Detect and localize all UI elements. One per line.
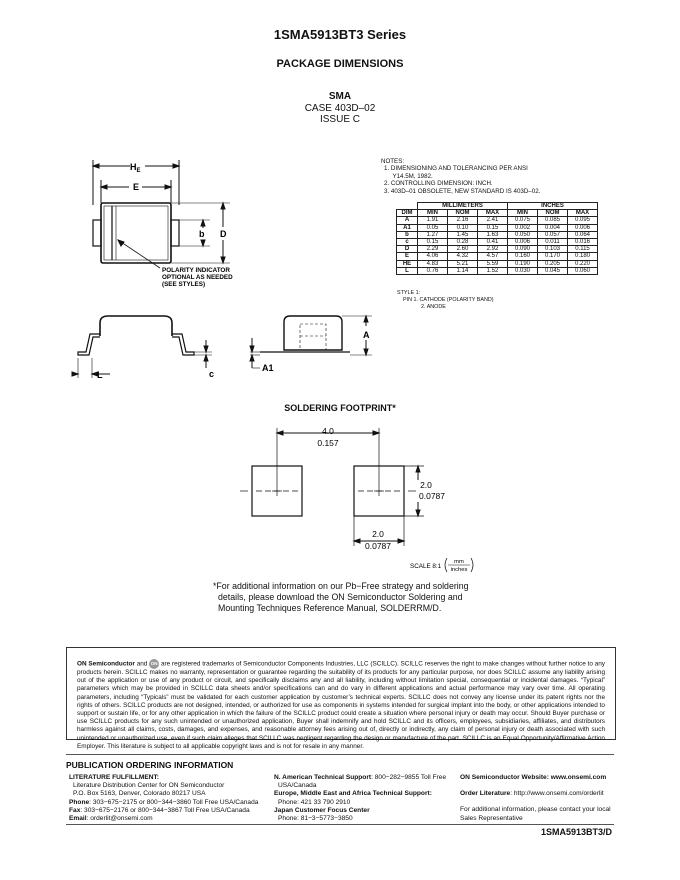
table-cell: 0.057 [538, 231, 568, 238]
order-label: Order Literature [460, 790, 511, 798]
footer-divider [66, 824, 614, 825]
table-header: MIN [418, 210, 448, 217]
dimension-table-body [397, 217, 598, 275]
table-dim-cell: b [397, 231, 418, 238]
table-group-mm: MILLIMETERS [418, 203, 508, 210]
table-dim-cell: A1 [397, 224, 418, 231]
dim-he-label: $H_E$ [130, 162, 141, 174]
table-cell: 0.004 [538, 224, 568, 231]
table-cell: 0.28 [448, 239, 478, 246]
na-label: N. American Technical Support [274, 774, 372, 781]
table-row [397, 239, 598, 246]
on-logo-icon: ON [149, 659, 159, 669]
footnote-line-3: Mounting Techniques Reference Manual, SOLDERRM/D. [218, 603, 442, 613]
table-cell: 0.180 [568, 253, 598, 260]
table-cell: 0.075 [508, 217, 538, 224]
na-value2: USA/Canada [278, 782, 317, 790]
package-case: CASE 403D–02 [304, 103, 376, 114]
style-pin2: 2. ANODE [421, 304, 446, 310]
table-cell: 4.32 [448, 253, 478, 260]
table-cell: 0.190 [508, 260, 538, 267]
table-cell: 0.060 [568, 267, 598, 274]
section-title: PACKAGE DIMENSIONS [276, 58, 404, 70]
table-dim-cell: L [397, 267, 418, 274]
table-header: MAX [568, 210, 598, 217]
footprint-title: SOLDERING FOOTPRINT* [284, 403, 396, 413]
dim-e-label: E [133, 182, 140, 192]
info-line1: For additional information, please contact your local [460, 806, 611, 814]
table-cell: 0.41 [478, 239, 508, 246]
table-dim-cell: A [397, 217, 418, 224]
table-cell: 0.05 [418, 224, 448, 231]
footprint-scale: SCALE 8:1 [410, 563, 442, 570]
notes [381, 158, 540, 195]
table-cell: 0.090 [508, 246, 538, 253]
table-group-in: INCHES [508, 203, 598, 210]
legal-body: are registered trademarks of Semiconductor Components Industries, LLC (SCILLC). SCILLC reserves the right to make changes without further notice to any products herein. SCILLC makes no warranty, representation or guarantee regarding the suitability of its products for any particular purpose, nor does SCILLC assume any liability arising out of the application or use of any product or circuit, and specifically disclaims any and all liability, including without limitation special, consequential or incidental damages. “Typical” parameters which may be provided in SCILLC data sheets and/or specifications can and do vary in different applications and actual performance may vary over time. All operating parameters, including “Typicals” must be validated for each customer application by customer’s technical experts. SCILLC does not convey any license under its patent rights nor the rights of others. SCILLC products are not designed, intended, or authorized for use as components in systems intended for surgical implant into the body, or other applications intended to support or sustain life, or for any other application in which the failure of the SCILLC product could create a situation where personal injury or death may occur. Should Buyer purchase or use SCILLC products for any such unintended or unauthorized application, Buyer shall indemnify and hold SCILLC and its officers, employees, subsidiaries, affiliates, and distributors harmless against all claims, costs, damages, and expenses, and reasonable attorney fees arising out of, directly or indirectly, any claim of personal injury or death associated with such unintended or unauthorized use, even if such claim alleges that SCILLC was negligent regarding the design or manufacture of the part. SCILLC is an Equal Opportunity/Affirmative Action Employer. This literature is subject to all applicable copyright laws and is not for resale in any manner. [77, 660, 605, 750]
ordering-title: PUBLICATION ORDERING INFORMATION [66, 760, 234, 770]
table-header: NOM [448, 210, 478, 217]
web-label: ON Semiconductor Website [460, 774, 547, 781]
table-header: MIN [508, 210, 538, 217]
package-issue: ISSUE C [319, 114, 360, 125]
unit-mm: mm [454, 559, 464, 565]
footprint-dim-right-in: 0.0787 [419, 491, 445, 501]
dimension-table [396, 202, 598, 275]
lit-line1: Literature Distribution Center for ON Semiconductor [73, 782, 225, 790]
style-block [397, 290, 494, 311]
side-view-drawing [72, 316, 215, 379]
unit-inches: inches [450, 567, 468, 573]
table-cell: 0.030 [508, 267, 538, 274]
page-title: 1SMA5913BT3 Series [273, 27, 407, 42]
package-name: SMA [328, 91, 352, 102]
table-cell: 0.160 [508, 253, 538, 260]
table-cell: 0.10 [448, 224, 478, 231]
jp-phone: Phone: 81−3−5773−3850 [278, 815, 353, 823]
lit-line2: P.O. Box 5163, Denver, Colorado 80217 USA [73, 790, 206, 798]
table-cell: 1.45 [448, 231, 478, 238]
table-cell: 0.103 [538, 246, 568, 253]
note-line: 2. CONTROLLING DIMENSION: INCH. [384, 180, 493, 188]
note-line: 3. 403D–01 OBSOLETE, NEW STANDARD IS 403D–02. [384, 187, 541, 195]
lit-fax: : 303−675−2176 or 800−344−3867 Toll Free USA/Canada [80, 806, 250, 814]
table-cell: 0.006 [508, 239, 538, 246]
table-cell: 5.21 [448, 260, 478, 267]
lit-phone: : 303−675−2175 or 800−344−3860 Toll Free USA/Canada [89, 798, 259, 806]
table-cell: 0.064 [568, 231, 598, 238]
table-dim-cell: E [397, 253, 418, 260]
ordering-divider [66, 754, 614, 755]
table-cell: 0.76 [418, 267, 448, 274]
table-cell: 0.016 [568, 239, 598, 246]
unit-bracket-right [471, 558, 473, 572]
legal-text [77, 659, 605, 751]
na-value: : 800−282−9855 Toll Free [371, 774, 447, 781]
ordering-col-support [274, 774, 454, 823]
lit-fax-label: Fax [69, 806, 81, 814]
table-dim-cell: c [397, 239, 418, 246]
table-row [397, 224, 598, 231]
table-cell: 1.14 [448, 267, 478, 274]
table-cell: 5.59 [478, 260, 508, 267]
table-cell: 0.045 [538, 267, 568, 274]
ordering-col-web [460, 774, 620, 823]
table-row [397, 260, 598, 267]
table-cell: 0.205 [538, 260, 568, 267]
table-dim-cell: D [397, 246, 418, 253]
table-dim-cell: HE [397, 260, 418, 267]
footnote-line-1: *For additional information on our Pb−Free strategy and soldering [213, 581, 469, 591]
lit-email-label: Email [69, 815, 87, 823]
table-cell: 1.91 [418, 217, 448, 224]
table-cell: 0.170 [538, 253, 568, 260]
table-cell: 0.011 [538, 239, 568, 246]
footprint-dim-bottom-mm: 2.0 [372, 529, 384, 539]
table-cell: 0.15 [418, 239, 448, 246]
table-cell: 0.002 [508, 224, 538, 231]
table-cell: 0.085 [538, 217, 568, 224]
table-cell: 4.57 [478, 253, 508, 260]
jp-label: Japan Customer Focus Center [274, 806, 370, 814]
footprint-dim-top-in: 0.157 [317, 438, 339, 448]
table-cell: 0.115 [568, 246, 598, 253]
legal-company: ON Semiconductor [77, 660, 135, 668]
table-header: MAX [478, 210, 508, 217]
note-line: 1. DIMENSIONING AND TOLERANCING PER ANSI [384, 165, 528, 173]
style-pin1: PIN 1. CATHODE (POLARITY BAND) [403, 297, 494, 303]
table-cell: 2.92 [478, 246, 508, 253]
table-cell: 1.52 [478, 267, 508, 274]
table-cell: 0.050 [508, 231, 538, 238]
table-cell: 2.60 [448, 246, 478, 253]
notes-title: NOTES: [381, 158, 405, 165]
web-value: : www.onsemi.com [546, 774, 607, 781]
eu-phone: Phone: 421 33 790 2910 [278, 798, 351, 806]
table-cell: 1.63 [478, 231, 508, 238]
table-cell: 0.006 [568, 224, 598, 231]
ordering-col-literature [69, 774, 269, 823]
note-line: Y14.5M, 1982. [384, 172, 433, 180]
table-cell: 4.06 [418, 253, 448, 260]
table-row [397, 217, 598, 224]
table-cell: 0.15 [478, 224, 508, 231]
table-cell: 2.16 [448, 217, 478, 224]
lit-email: : orderlit@onsemi.com [86, 815, 153, 823]
footprint-dim-bottom-in: 0.0787 [365, 541, 391, 551]
table-cell: 2.29 [418, 246, 448, 253]
dim-b-label: b [199, 229, 205, 239]
lit-title: LITERATURE FULFILLMENT: [69, 774, 159, 781]
eu-label: Europe, Middle East and Africa Technical Support: [274, 790, 432, 798]
table-cell: 4.83 [418, 260, 448, 267]
polarity-note-3: (SEE STYLES) [162, 281, 206, 288]
legal-and: and [136, 660, 148, 668]
table-header: NOM [538, 210, 568, 217]
table-row [397, 267, 598, 274]
footnote-line-2: details, please download the ON Semiconductor Soldering and [218, 592, 463, 602]
table-row [397, 253, 598, 260]
table-cell: 1.27 [418, 231, 448, 238]
table-cell: 0.095 [568, 217, 598, 224]
dim-a1-label: A1 [262, 363, 274, 373]
footnote [213, 581, 469, 614]
dim-d-label: D [220, 229, 227, 239]
end-view-drawing [250, 316, 372, 368]
style-title: STYLE 1: [397, 290, 421, 296]
unit-bracket-left [445, 558, 447, 572]
info-line2: Sales Representative [460, 814, 523, 822]
footprint-dim-right-mm: 2.0 [420, 480, 432, 490]
table-dim-header: DIM [397, 210, 418, 217]
lit-phone-label: Phone [69, 798, 90, 806]
table-row [397, 231, 598, 238]
polarity-note-1: POLARITY INDICATOR [162, 267, 230, 274]
table-cell: 0.220 [568, 260, 598, 267]
dim-l-label: L [97, 370, 103, 380]
table-cell: 2.41 [478, 217, 508, 224]
dim-c-label: c [209, 369, 215, 379]
dim-a-label: A [363, 330, 370, 340]
doc-number: 1SMA5913BT3/D [540, 827, 612, 837]
order-link[interactable]: : http://www.onsemi.com/orderlit [510, 790, 604, 798]
table-row [397, 246, 598, 253]
footprint-dim-top-mm: 4.0 [322, 426, 334, 436]
polarity-note-2: OPTIONAL AS NEEDED [162, 274, 233, 281]
